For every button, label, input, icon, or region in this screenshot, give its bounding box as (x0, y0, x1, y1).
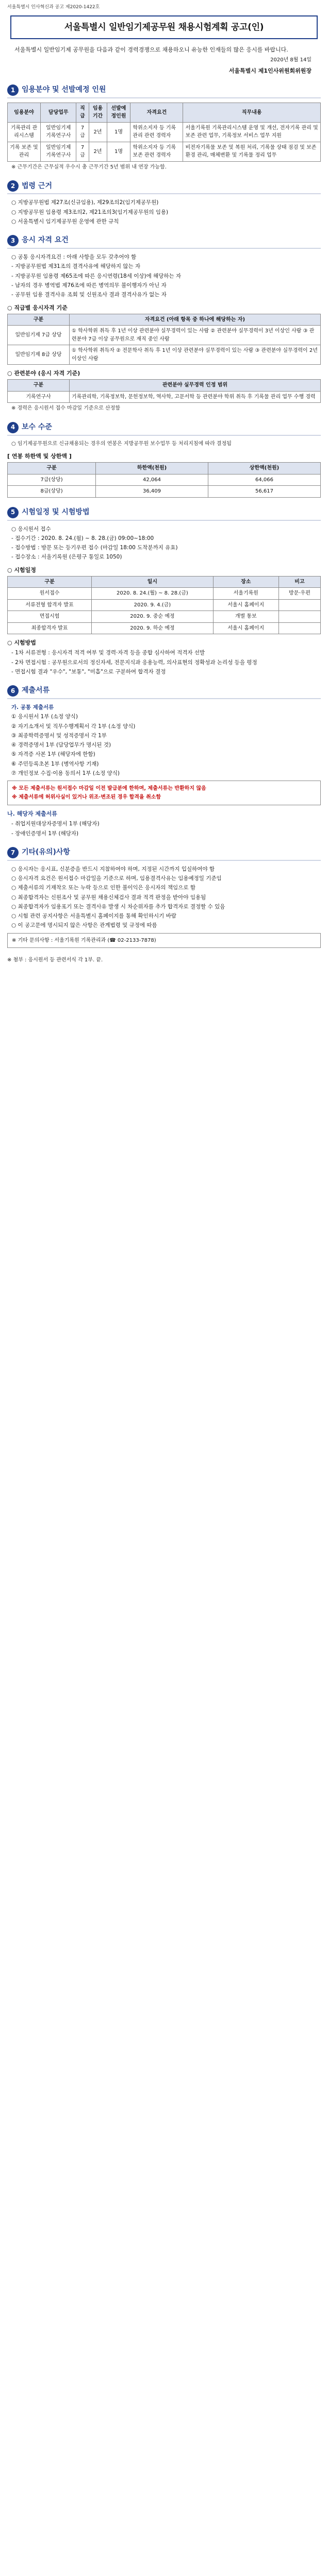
table-cell: 일반임기제 8급 상당 (8, 345, 70, 365)
list-item: ○ 이 공고문에 명시되지 않은 사항은 관계법령 및 규정에 따름 (11, 922, 157, 929)
announcement-date: 2020년 8월 14일 (270, 57, 311, 63)
list-item: ○ 제출서류의 기재착오 또는 누락 등으로 인한 불이익은 응시자의 책임으로 함 (11, 885, 195, 891)
table-cell: 일반임기제 7급 상당 (8, 326, 70, 345)
table-header: 하한액(천원) (96, 463, 208, 474)
table-row (8, 345, 321, 365)
intro-text: 서울특별시 일반임기제 공무원을 다음과 같이 경력경쟁으로 채용하오니 유능한 인재들의 많은 응시를 바랍니다. (14, 46, 288, 54)
table-cell: 서울시 홈페이지 (213, 622, 278, 634)
list-item: - 취업지원대상자증명서 1부 (해당자) (11, 821, 100, 827)
table-row (8, 474, 321, 486)
list-item: - 접수방법 : 방문 또는 등기우편 접수 (마감일 18:00 도착분까지 유효) (11, 545, 178, 551)
table-header: 직무내용 (183, 103, 321, 122)
list-item: ⑥ 주민등록초본 1부 (병역사항 기재) (11, 760, 99, 767)
announcement-page (0, 0, 328, 977)
inquiry-box: ※ 기타 문의사항 : 서울기록원 기록관리과 (☎ 02-2133-7878) (7, 933, 321, 948)
table-cell: 서울시 홈페이지 (213, 599, 278, 611)
table-cell (278, 599, 320, 611)
table-header: 선발예정인원 (107, 103, 130, 122)
table-cell: 56,617 (208, 486, 321, 498)
issuer-name: 서울특별시 제1인사위원회위원장 (228, 67, 311, 74)
table-header: 담당업무 (41, 103, 76, 122)
table-cell: 비전자기록물 보존 및 복원 처리, 기록물 상태 점검 및 보존환경 관리, 매체변환 및 기록물 정리 업무 (183, 142, 321, 161)
subsection-title: 나. 해당자 제출서류 (7, 810, 57, 818)
table-header: 구분 (8, 463, 96, 474)
law-list (11, 198, 321, 226)
schedule-table (7, 576, 321, 635)
eligibility-list (11, 253, 321, 299)
table-cell: 1명 (107, 122, 130, 142)
documents-list (11, 703, 321, 777)
table-cell (278, 611, 320, 623)
notes-list (11, 865, 321, 930)
list-item: ○ 시험 관련 공지사항은 서울특별시 홈페이지를 통해 확인하시기 바람 (11, 913, 176, 920)
list-item: ③ 최종학력증명서 및 성적증명서 각 1부 (11, 732, 107, 739)
section-title: 응시 자격 요건 (22, 236, 69, 245)
table-cell: 2년 (89, 122, 107, 142)
list-item: - 접수기간 : 2020. 8. 24.(월) ~ 8. 28.(금) 09:00~18:00 (11, 535, 154, 541)
section-7-header (7, 847, 321, 861)
section-5-header (7, 507, 321, 521)
table-row (8, 599, 321, 611)
list-item: - 지방공무원 임용령 제65조에 따른 응시연령(18세 이상)에 해당하는 자 (11, 273, 182, 279)
section-4-header (7, 422, 321, 436)
requirements-table (7, 314, 321, 365)
table-row (8, 611, 321, 623)
list-item: - 접수장소 : 서울기록원 (은평구 통일로 1050) (11, 554, 122, 561)
section-title: 보수 수준 (22, 422, 52, 431)
table-cell: 기록연구사 (8, 391, 70, 403)
section-number: 7 (7, 847, 19, 858)
table-row (8, 391, 321, 403)
table-header: 직급 (76, 103, 89, 122)
section-number: 5 (7, 507, 19, 518)
section-title: 제출서류 (22, 686, 50, 695)
table-row (8, 326, 321, 345)
section-1-header (7, 84, 321, 98)
table-cell: 7급 (76, 122, 89, 142)
table-cell: 2020. 9. 중순 예정 (92, 611, 214, 623)
section-number: 4 (7, 422, 19, 433)
table-cell: 최종합격자 발표 (8, 622, 92, 634)
table-cell: 기록관리학, 기록정보학, 문헌정보학, 역사학, 고문서학 등 관련분야 학위 취득 후 기록물 관리 업무 수행 경력 (70, 391, 321, 403)
section-title: 시험일정 및 시험방법 (22, 507, 90, 516)
table-header: 상한액(천원) (208, 463, 321, 474)
table-row (8, 142, 321, 161)
table-cell: 서류전형 합격자 발표 (8, 599, 92, 611)
table-header: 자격요건 (130, 103, 183, 122)
list-item: ② 자기소개서 및 직무수행계획서 각 1부 (소정 양식) (11, 723, 136, 730)
table-header: 비고 (278, 576, 320, 588)
table-row (8, 622, 321, 634)
table-header: 장소 (213, 576, 278, 588)
table-header: 구분 (8, 380, 70, 392)
list-item: ① 응시원서 1부 (소정 양식) (11, 714, 78, 720)
table-row (8, 122, 321, 142)
list-item: ○ 응시자는 응시표, 신분증을 반드시 지참하여야 하며, 지정된 시간까지 입실하여야 함 (11, 866, 215, 872)
list-item: ○ 응시자격 요건은 원서접수 마감일을 기준으로 하며, 임용결격사유는 임용예정일 기준임 (11, 875, 222, 882)
application-list (11, 525, 321, 562)
table-cell: 64,066 (208, 474, 321, 486)
list-item: ○ 공통 응시자격요건 : 아래 사항을 모두 갖추어야 함 (11, 254, 137, 261)
table-cell: 기록관리 관리시스템 (8, 122, 41, 142)
table-cell: ① 학사학위 취득자 ② 전문학사 취득 후 1년 이상 관련분야 실무경력이 있는 사람 ③ 관련분야 실무경력이 2년 이상인 사람 (70, 345, 321, 365)
list-item: ⑦ 개인정보 수집·이용 동의서 1부 (소정 양식) (11, 770, 120, 776)
related-field-table (7, 379, 321, 403)
section-number: 2 (7, 180, 19, 192)
list-item: - 면접시험 결과 "우수", "보통", "미흡"으로 구분하여 합격자 결정 (11, 668, 166, 675)
list-item: - 남자의 경우 병역법 제76조에 따른 병역의무 불이행자가 아닌 자 (11, 282, 167, 289)
list-item: - 지방공무원법 제31조의 결격사유에 해당하지 않는 자 (11, 263, 141, 270)
table-cell: 학위소지자 등 기록관리 관련 경력자 (130, 122, 183, 142)
extra-documents-list (11, 820, 321, 838)
subsection-title: ○ 시험일정 (7, 566, 36, 573)
table-row (8, 486, 321, 498)
section-title: 법령 근거 (22, 181, 52, 190)
table-header: 구분 (8, 314, 70, 326)
list-item: ④ 경력증명서 1부 (담당업무가 명시된 것) (11, 742, 111, 749)
table-header: 관련분야 실무경력 인정 범위 (70, 380, 321, 392)
section-number: 6 (7, 685, 19, 697)
table-cell: 학위소지자 등 기록보존 관련 경력자 (130, 142, 183, 161)
section-note: ※ 경력은 응시원서 접수 마감일 기준으로 산정함 (11, 405, 120, 412)
subsection-title: ○ 시험방법 (7, 639, 36, 647)
table-cell: 일반임기제 기록연구사 (41, 122, 76, 142)
table-cell: 면접시험 (8, 611, 92, 623)
section-note: ※ 근무기간은 근무실적 우수시 총 근무기간 5년 범위 내 연장 가능함. (11, 164, 167, 170)
table-cell: 8급(상당) (8, 486, 96, 498)
subsection-title: ○ 직급별 응시자격 기준 (7, 304, 68, 311)
positions-table (7, 103, 321, 162)
section-number: 3 (7, 235, 19, 246)
list-item: ○ 최종합격자는 신원조사 및 공무원 채용신체검사 결과 적격 판정을 받아야 임용됨 (11, 894, 206, 901)
table-cell: 개별 통보 (213, 611, 278, 623)
table-cell: 7급 (76, 142, 89, 161)
subsection-title: ○ 관련분야 (응시 자격 기준) (7, 370, 80, 377)
subsection-title: [ 연봉 하한액 및 상한액 ] (7, 453, 72, 460)
table-cell: 2년 (89, 142, 107, 161)
list-item: ⑤ 자격증 사본 1부 (해당자에 한함) (11, 751, 95, 758)
table-cell: 일반임기제 기록연구사 (41, 142, 76, 161)
section-title: 기타(유의)사항 (22, 848, 70, 856)
list-item: ○ 지방공무원법 제27조(신규임용), 제29조의2(임기제공무원) (11, 199, 159, 206)
table-cell: 2020. 9. 하순 예정 (92, 622, 214, 634)
table-row (8, 588, 321, 600)
table-cell: 2020. 8. 24.(월) ~ 8. 28.(금) (92, 588, 214, 600)
table-header: 임용기간 (89, 103, 107, 122)
list-item: - 공무원 임용 결격사유 조회 및 신원조사 결과 결격사유가 없는 자 (11, 292, 167, 298)
table-cell: 기록 보존 및 관리 (8, 142, 41, 161)
table-cell: 36,409 (96, 486, 208, 498)
table-header: 일시 (92, 576, 214, 588)
list-item: ※ 모든 제출서류는 원서접수 마감일 이전 발급분에 한하며, 제출서류는 반환하지 않음 (12, 786, 206, 792)
list-item: ○ 지방공무원 임용령 제3조의2, 제21조의3(임기제공무원의 임용) (11, 209, 169, 215)
list-item: 가. 공통 제출서류 (11, 704, 54, 711)
announcement-number: 서울특별시 인사혁신과 공고 제2020-1422호 (7, 5, 100, 10)
section-2-header (7, 180, 321, 194)
table-cell: ① 학사학위 취득 후 1년 이상 관련분야 실무경력이 있는 사람 ② 관련분야 실무경력이 3년 이상인 사람 ③ 관련분야 7급 이상 공무원으로 재직 중인 사람 (70, 326, 321, 345)
section-number: 1 (7, 84, 19, 96)
table-header: 자격요건 (아래 항목 중 하나에 해당하는 자) (70, 314, 321, 326)
list-item: ※ 제출서류에 허위사실이 있거나 위조·변조된 경우 합격을 취소함 (12, 794, 161, 800)
list-item: - 1차 서류전형 : 응시자격 적격 여부 및 경력·자격 등을 종합 심사하여 적격자 선발 (11, 650, 205, 656)
list-item: ○ 응시원서 접수 (11, 526, 51, 532)
table-cell: 서울기록원 기록관리시스템 운영 및 개선, 전자기록 관리 및 보존 관련 업무, 기록정보 서비스 업무 지원 (183, 122, 321, 142)
list-item: - 2차 면접시험 : 공무원으로서의 정신자세, 전문지식과 응용능력, 의사표현의 정확성과 논리성 등을 평정 (11, 659, 257, 666)
table-cell: 42,064 (96, 474, 208, 486)
section-title: 임용분야 및 선발예정 인원 (22, 86, 106, 94)
table-header: 구분 (8, 576, 92, 588)
list-item: ○ 서울특별시 임기제공무원 운영에 관한 규칙 (11, 218, 119, 225)
list-item: ○ 최종합격자가 임용포기 또는 결격사유 발생 시 차순위자를 추가 합격자로 결정할 수 있음 (11, 903, 225, 910)
table-cell (278, 622, 320, 634)
salary-text: ○ 임기제공무원으로 신규채용되는 경우의 연봉은 지방공무원 보수업무 등 처리지침에 따라 결정됨 (11, 440, 232, 447)
table-header: 임용분야 (8, 103, 41, 122)
method-list (11, 649, 321, 676)
page-title: 서울특별시 일반임기제공무원 채용시험계획 공고(인) (64, 22, 264, 32)
attachment-note: ※ 첨부 : 응시원서 등 관련서식 각 1부. 끝. (7, 957, 103, 963)
table-cell: 서울기록원 (213, 588, 278, 600)
table-cell: 방문·우편 (278, 588, 320, 600)
table-cell: 원서접수 (8, 588, 92, 600)
table-cell: 7급(상당) (8, 474, 96, 486)
table-cell: 1명 (107, 142, 130, 161)
documents-note-box (7, 781, 321, 805)
section-6-header (7, 685, 321, 699)
table-cell: 2020. 9. 4.(금) (92, 599, 214, 611)
title-box (10, 15, 318, 39)
list-item: - 장애인증명서 1부 (해당자) (11, 830, 79, 837)
section-3-header (7, 235, 321, 249)
salary-table (7, 462, 321, 498)
